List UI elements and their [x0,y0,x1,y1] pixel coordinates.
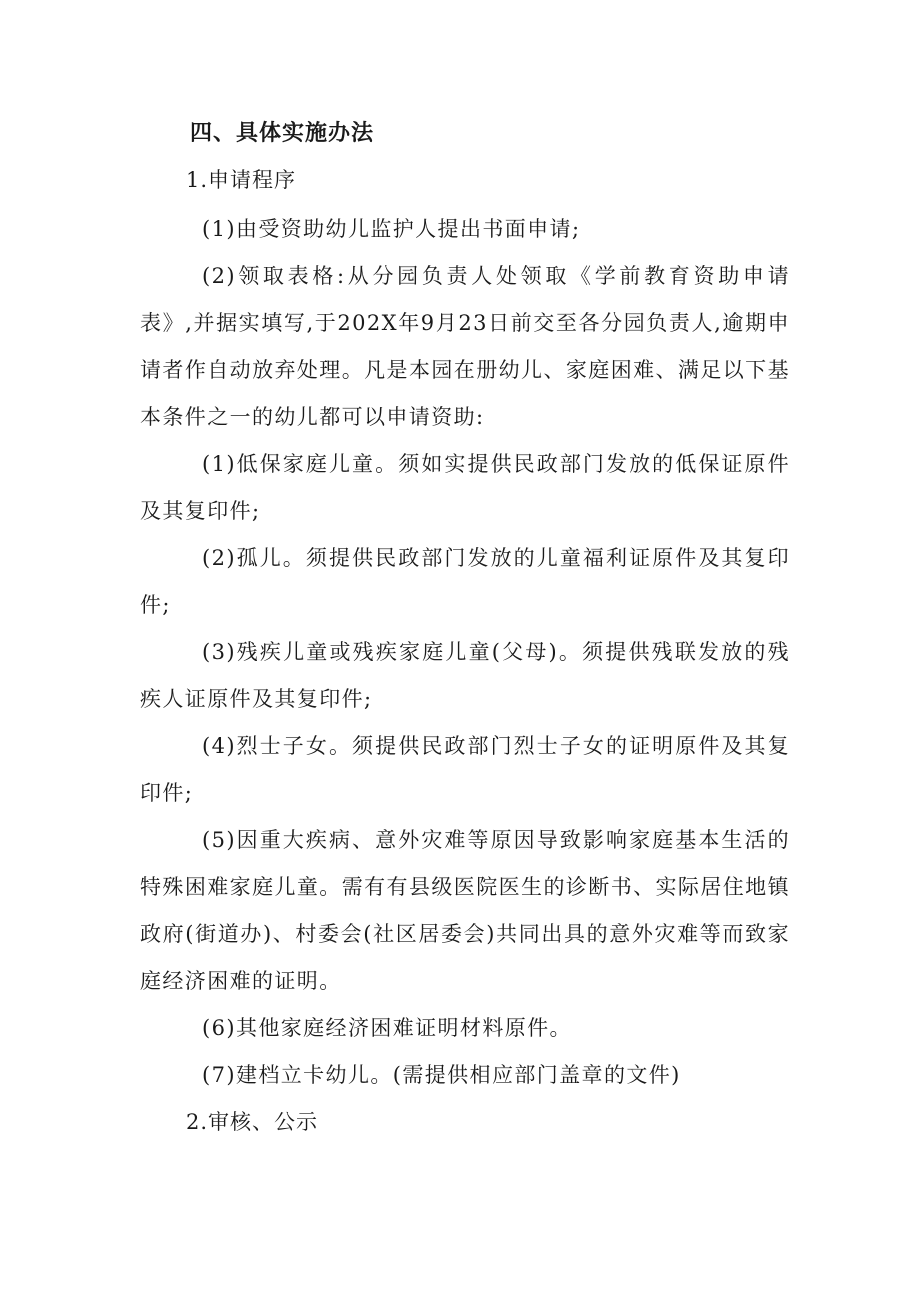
section-heading: 四、具体实施办法 [190,120,375,146]
paragraph-orphan: (2)孤儿。须提供民政部门发放的儿童福利证原件及其复印件; [140,546,790,617]
paragraph-martyr-children: (4)烈士子女。须提供民政部门烈士子女的证明原件及其复印件; [140,734,790,805]
subsection-title-application-procedure: 1.申请程序 [186,168,297,192]
paragraph-low-income-family: (1)低保家庭儿童。须如实提供民政部门发放的低保证原件及其复印件; [140,452,790,523]
paragraph-other-hardship: (6)其他家庭经济困难证明材料原件。 [202,1016,572,1040]
document-body [140,112,790,1148]
paragraph-serious-illness: (5)因重大疾病、意外灾难等原因导致影响家庭基本生活的特殊困难家庭儿童。需有有县级医院医生的诊断书、实际居住地镇政府(街道办)、村委会(社区居委会)共同出具的意外灾难等而致家庭经济困难的证明。 [140,828,790,993]
paragraph-written-application: (1)由受资助幼儿监护人提出书面申请; [202,217,581,241]
subsection-title-review-publicity: 2.审核、公示 [186,1110,319,1134]
paragraph-registered-poverty: (7)建档立卡幼儿。(需提供相应部门盖章的文件) [202,1063,681,1087]
paragraph-disabled-child: (3)残疾儿童或残疾家庭儿童(父母)。须提供残联发放的残疾人证原件及其复印件; [140,640,790,711]
paragraph-collect-form: (2)领取表格:从分园负责人处领取《学前教育资助申请表》,并据实填写,于202X年9月23日前交至各分园负责人,逾期申请者作自动放弃处理。凡是本园在册幼儿、家庭困难、满足以下基本条件之一的幼儿都可以申请资助: [140,264,790,429]
